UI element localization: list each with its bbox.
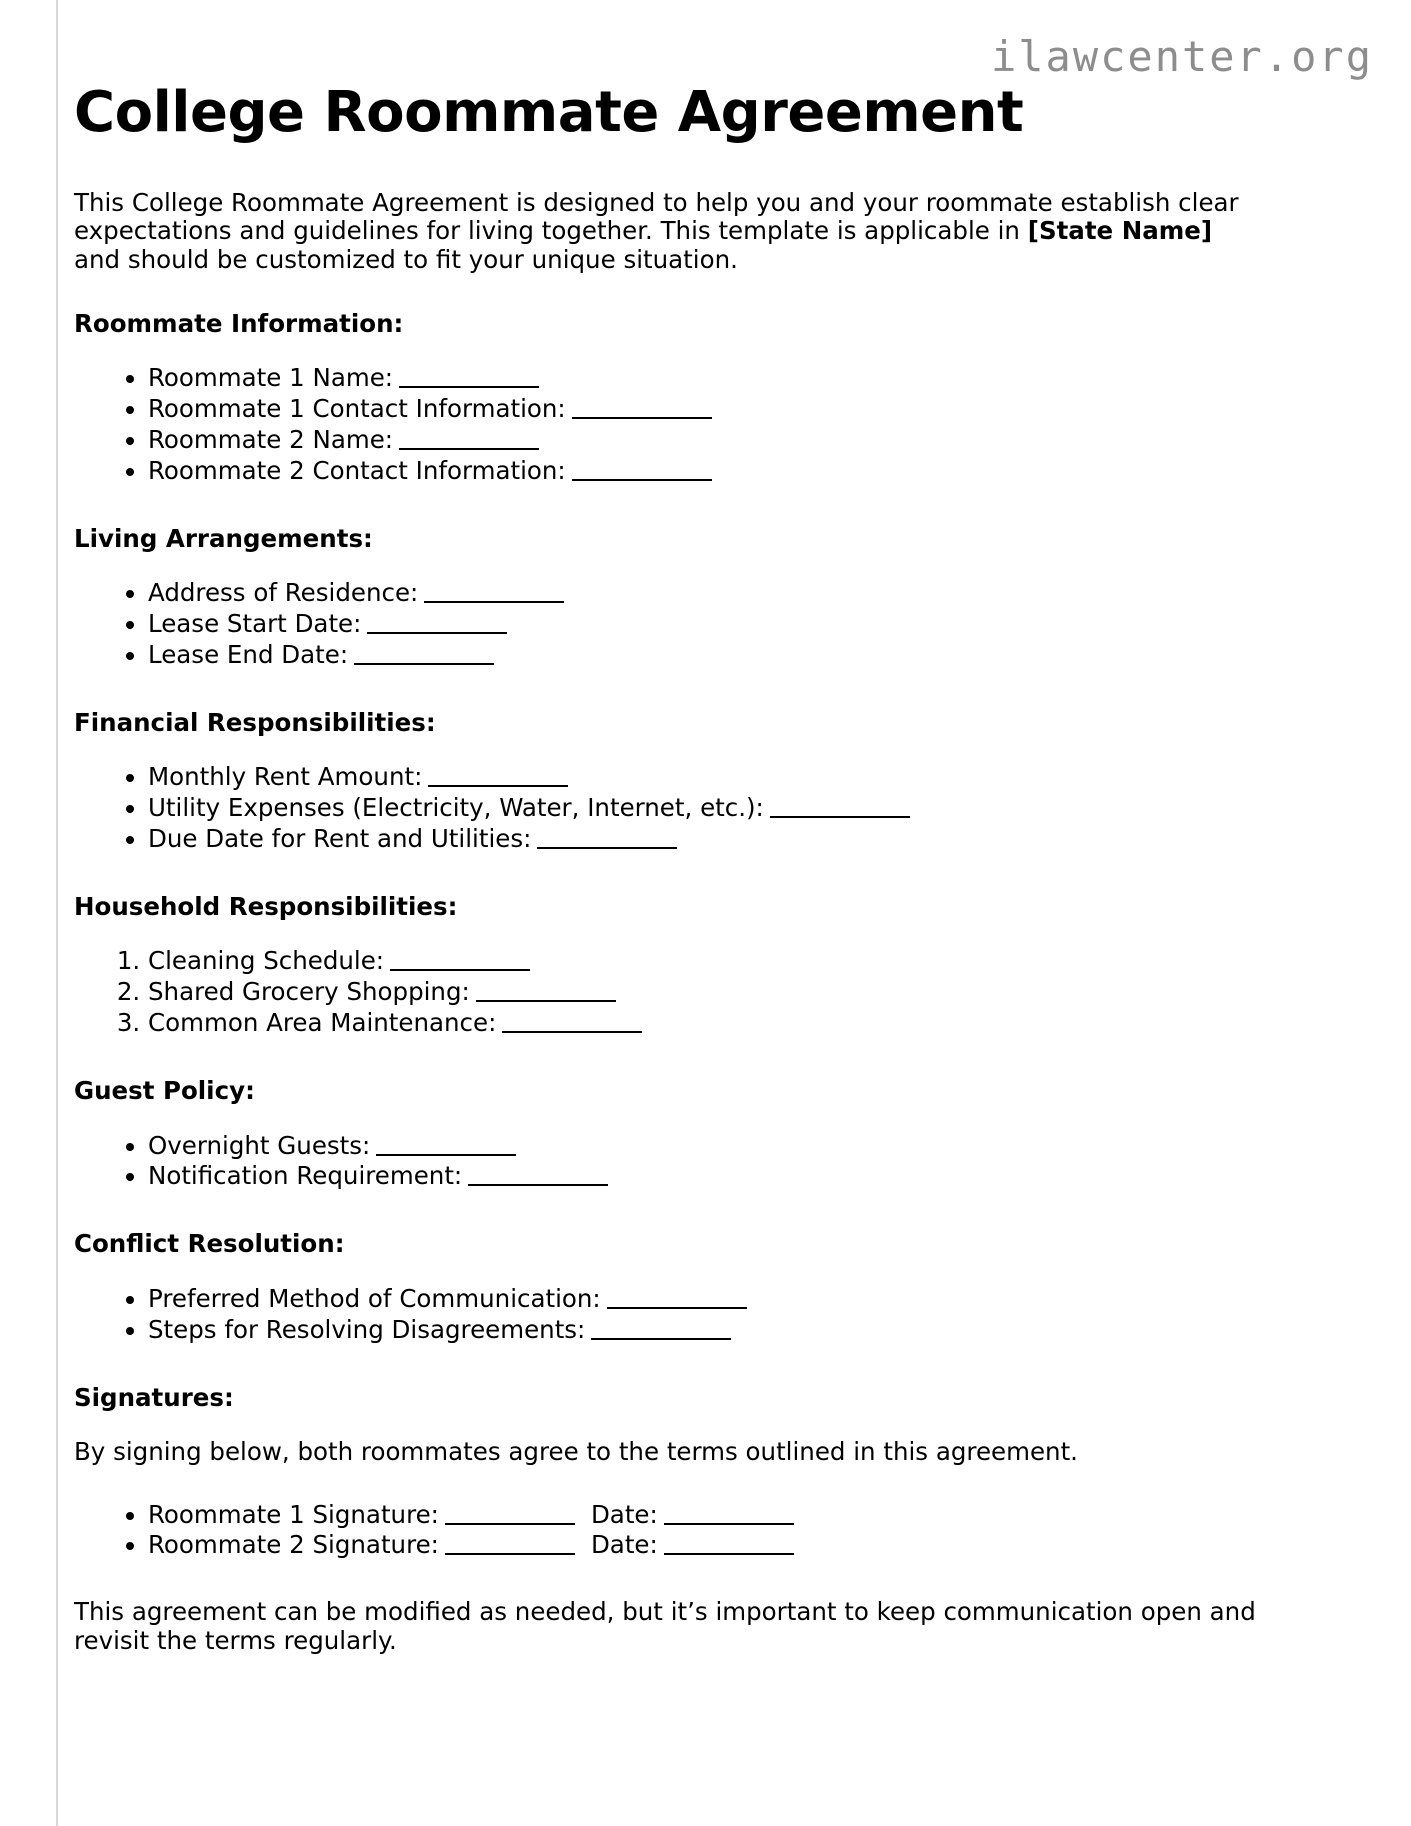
date-blank[interactable] xyxy=(664,1505,794,1525)
intro-text-part-2: and should be customized to fit your unique situation. xyxy=(74,245,738,275)
field-label: Roommate 1 Name: xyxy=(148,363,394,393)
fill-in-blank[interactable] xyxy=(770,798,910,818)
list-item xyxy=(148,794,1314,823)
closing-paragraph: This agreement can be modified as needed, but it’s important to keep communication open and revisit the terms regularly. xyxy=(74,1597,1256,1656)
field-label: Lease End Date: xyxy=(148,639,349,669)
field-label: Roommate 1 Contact Information: xyxy=(148,394,566,424)
list-item xyxy=(148,395,1314,424)
fill-in-blank[interactable] xyxy=(537,829,677,849)
field-label: Steps for Resolving Disagreements: xyxy=(148,1314,586,1344)
signature-label: Roommate 2 Signature: xyxy=(148,1530,439,1560)
field-label: Address of Residence: xyxy=(148,578,419,608)
signature-blank[interactable] xyxy=(445,1505,575,1525)
fill-in-blank[interactable] xyxy=(502,1013,642,1033)
field-label: Utility Expenses (Electricity, Water, Internet, etc.): xyxy=(148,793,764,823)
list-item xyxy=(148,1009,1314,1038)
fill-in-blank[interactable] xyxy=(468,1166,608,1186)
fill-in-blank[interactable] xyxy=(367,614,507,634)
fill-in-blank[interactable] xyxy=(476,982,616,1002)
field-list xyxy=(74,579,1314,670)
field-list xyxy=(74,947,1314,1038)
date-blank[interactable] xyxy=(664,1535,794,1555)
section-heading: Household Responsibilities: xyxy=(74,892,458,921)
section-heading: Living Arrangements: xyxy=(74,523,373,553)
list-item xyxy=(148,364,1314,393)
section-heading-signatures: Signatures: xyxy=(74,1382,234,1412)
field-label: Common Area Maintenance: xyxy=(148,1008,497,1038)
list-item xyxy=(148,610,1314,639)
date-label: Date: xyxy=(590,1530,658,1560)
list-item xyxy=(148,1132,1314,1161)
signature-row xyxy=(148,1531,1314,1560)
list-item xyxy=(148,641,1314,670)
fill-in-blank[interactable] xyxy=(572,399,712,419)
section-heading: Roommate Information: xyxy=(74,308,404,338)
intro-text-part-1: This College Roommate Agreement is designed to help you and your roommate establish clear expectations and guidelines for living together. This template is applicable in xyxy=(74,187,1239,246)
fill-in-blank[interactable] xyxy=(390,951,530,971)
fill-in-blank[interactable] xyxy=(399,430,539,450)
page-title: College Roommate Agreement xyxy=(74,80,1024,145)
field-label: Overnight Guests: xyxy=(148,1130,371,1160)
list-item xyxy=(148,426,1314,455)
field-list xyxy=(74,1285,1314,1345)
field-label: Shared Grocery Shopping: xyxy=(148,977,470,1007)
field-label: Monthly Rent Amount: xyxy=(148,762,423,792)
signature-row xyxy=(148,1501,1314,1530)
signature-list xyxy=(74,1501,1314,1561)
field-label: Roommate 2 Contact Information: xyxy=(148,455,566,485)
list-item xyxy=(148,978,1314,1007)
fill-in-blank[interactable] xyxy=(399,368,539,388)
document-body xyxy=(74,80,1314,1656)
list-item xyxy=(148,763,1314,792)
section-heading: Conflict Resolution: xyxy=(74,1229,345,1259)
list-item xyxy=(148,947,1314,976)
field-list xyxy=(74,763,1314,854)
field-label: Notification Requirement: xyxy=(148,1161,463,1191)
list-item xyxy=(148,1285,1314,1314)
list-item xyxy=(148,1316,1314,1345)
signature-label: Roommate 1 Signature: xyxy=(148,1499,439,1529)
field-label: Lease Start Date: xyxy=(148,609,362,639)
list-item xyxy=(148,1162,1314,1191)
list-item xyxy=(148,825,1314,854)
list-item xyxy=(148,457,1314,486)
signature-blank[interactable] xyxy=(445,1535,575,1555)
signature-statement: By signing below, both roommates agree to the terms outlined in this agreement. xyxy=(74,1436,1078,1466)
fill-in-blank[interactable] xyxy=(572,461,712,481)
fill-in-blank[interactable] xyxy=(428,767,568,787)
intro-paragraph xyxy=(74,189,1264,275)
page-edge-rule xyxy=(56,0,58,1826)
sections-container xyxy=(74,309,1314,1345)
field-list xyxy=(74,1132,1314,1192)
fill-in-blank[interactable] xyxy=(607,1289,747,1309)
field-label: Due Date for Rent and Utilities: xyxy=(148,824,532,854)
fill-in-blank[interactable] xyxy=(424,583,564,603)
fill-in-blank[interactable] xyxy=(591,1320,731,1340)
intro-state-placeholder: [State Name] xyxy=(1027,216,1213,246)
field-list xyxy=(74,364,1314,486)
field-label: Roommate 2 Name: xyxy=(148,424,394,454)
list-item xyxy=(148,579,1314,608)
field-label: Cleaning Schedule: xyxy=(148,946,385,976)
section-heading: Financial Responsibilities: xyxy=(74,707,436,737)
field-label: Preferred Method of Communication: xyxy=(148,1283,601,1313)
site-watermark: ilawcenter.org xyxy=(990,32,1373,81)
section-heading: Guest Policy: xyxy=(74,1076,255,1106)
fill-in-blank[interactable] xyxy=(376,1136,516,1156)
date-label: Date: xyxy=(590,1499,658,1529)
fill-in-blank[interactable] xyxy=(354,645,494,665)
